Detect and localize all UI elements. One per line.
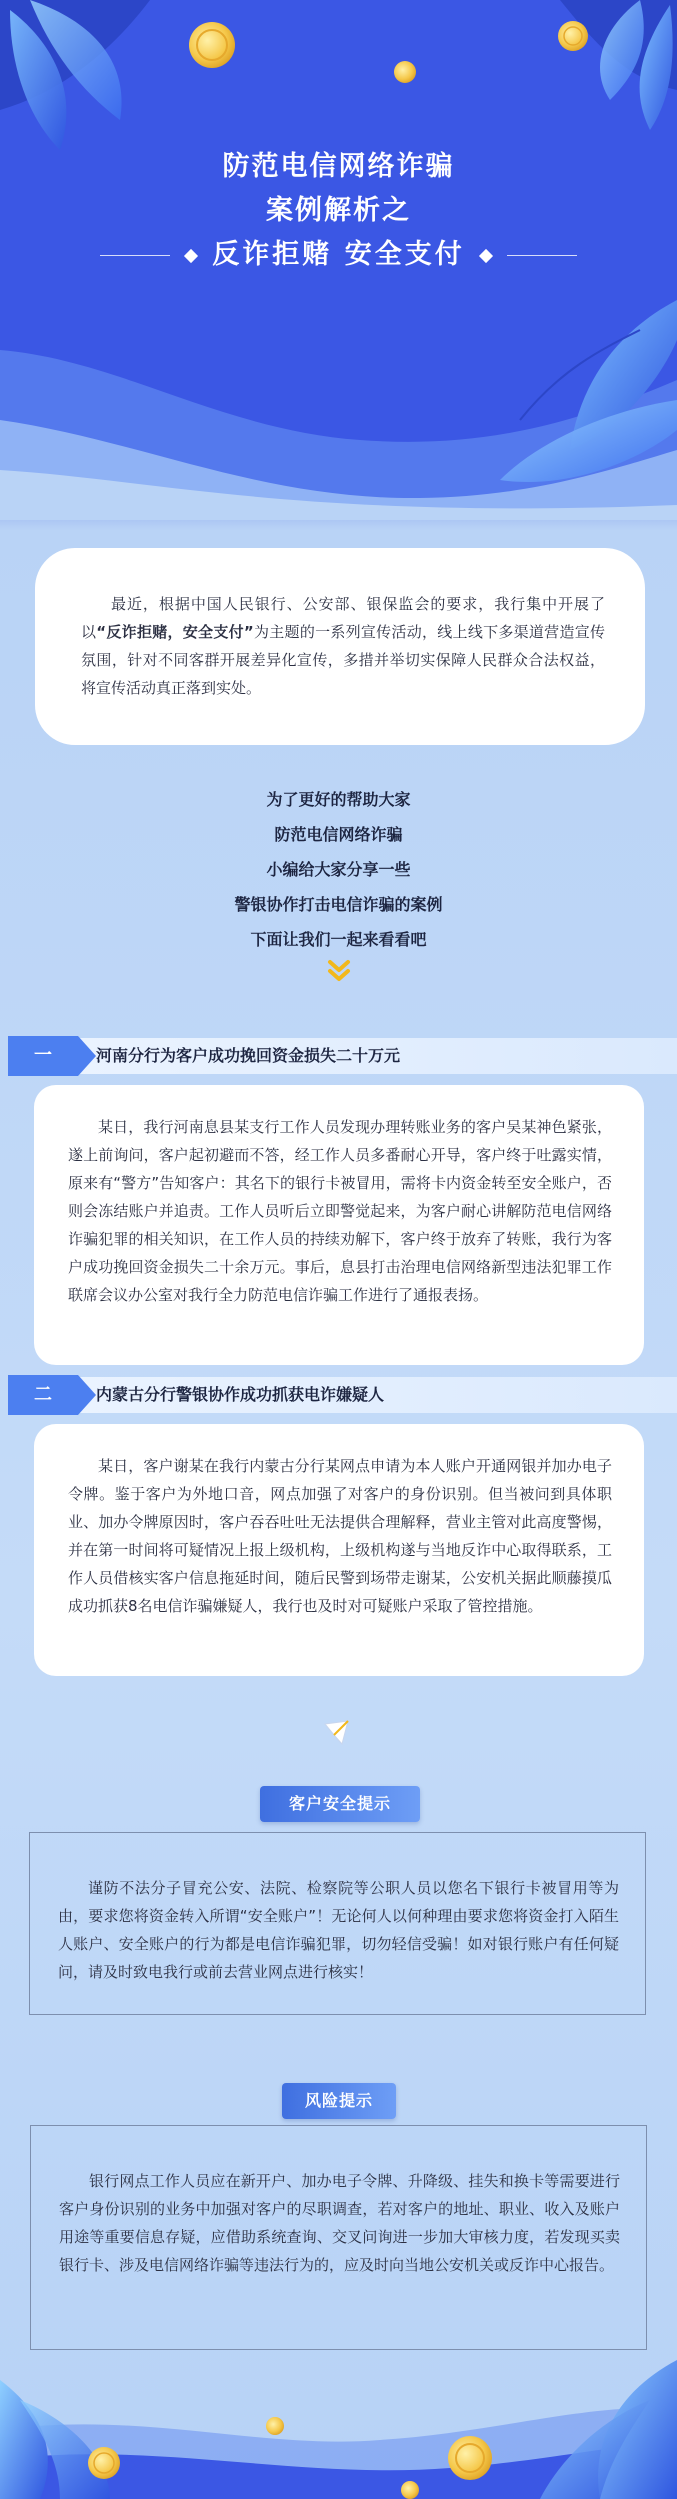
section-header-2 xyxy=(0,1375,677,1415)
risk-tip-label: 风险提示 xyxy=(282,2083,396,2119)
lead-line: 小编给大家分享一些 xyxy=(266,860,411,879)
gold-coin-icon xyxy=(189,22,235,68)
section-header-1 xyxy=(0,1036,677,1076)
lead-line: 为了更好的帮助大家 xyxy=(266,790,411,809)
intro-text: 最近，根据中国人民银行、公安部、银保监会的要求，我行集中开展了以“反诈拒赌，安全支付”为主题的一系列宣传活动，线上线下多渠道营造宣传氛围，针对不同客群开展差异化宣传，多措并举切实保障人民群众合法权益，将宣传活动真正落到实处。 xyxy=(81,595,605,697)
section-title: 内蒙古分行警银协作成功抓获电诈嫌疑人 xyxy=(96,1385,385,1404)
case-text: 某日，我行河南息县某支行工作人员发现办理转账业务的客户吴某神色紧张，遂上前询问，客户起初避而不答，经工作人员多番耐心开导，客户终于吐露实情，原来有“警方”告知客户：其名下的银行卡被冒用，需将卡内资金转至安全账户，否则会冻结账户并追责。工作人员听后立即警觉起来，为客户耐心讲解防范电信网络诈骗犯罪的相关知识，在工作人员的持续劝解下，客户终于放弃了转账，我行为客户成功挽回资金损失二十余万元。事后，息县打击治理电信网络新型违法犯罪工作联席会议办公室对我行全力防范电信诈骗工作进行了通报表扬。 xyxy=(68,1118,612,1304)
footer-decoration xyxy=(0,2340,677,2499)
hero-title-line2: 案例解析之 xyxy=(266,195,411,226)
lead-line: 警银协作打击电信诈骗的案例 xyxy=(234,895,443,914)
double-chevron-down-icon xyxy=(326,958,352,984)
divider xyxy=(507,255,577,256)
hero-subtitle xyxy=(0,232,677,271)
customer-safety-tip-label: 客户安全提示 xyxy=(260,1786,420,1822)
tip-text: 银行网点工作人员应在新开户、加办电子令牌、升降级、挂失和换卡等需要进行客户身份识别的业务中加强对客户的尽职调查，若对客户的地址、职业、收入及账户用途等重要信息存疑，应借助系统查询、交叉问询进一步加大审核力度，若发现买卖银行卡、涉及电信网络诈骗等违法行为的，应及时向当地公安机关或反诈中心报告。 xyxy=(59,2172,620,2274)
lead-lines xyxy=(0,782,677,957)
section-number: 二 xyxy=(8,1375,78,1415)
lead-line: 防范电信网络诈骗 xyxy=(274,825,403,844)
section-title: 河南分行为客户成功挽回资金损失二十万元 xyxy=(96,1046,401,1065)
risk-tip-box xyxy=(30,2125,647,2350)
tip-text: 谨防不法分子冒充公安、法院、检察院等公职人员以您名下银行卡被冒用等为由，要求您将资金转入所谓“安全账户”！无论何人以何种理由要求您将资金打入陌生人账户、安全账户的行为都是电信诈骗犯罪，切勿轻信受骗！如对银行账户有任何疑问，请及时致电我行或前去营业网点进行核实！ xyxy=(58,1879,619,1981)
hero-title xyxy=(0,145,677,233)
hero-subtitle-text: 反诈拒赌 安全支付 xyxy=(212,239,465,270)
case-card-1 xyxy=(34,1085,644,1365)
intro-card xyxy=(35,548,645,745)
case-text: 某日，客户谢某在我行内蒙古分行某网点申请为本人账户开通网银并加办电子令牌。鉴于客户为外地口音，网点加强了对客户的身份识别。但当被问到具体职业、加办令牌原因时，客户吞吞吐吐无法提供合理解释，营业主管对此高度警惕，并在第一时间将可疑情况上报上级机构，上级机构遂与当地反诈中心取得联系，工作人员借核实客户信息拖延时间，随后民警到场带走谢某，公安机关据此顺藤摸瓜成功抓获8名电信诈骗嫌疑人，我行也及时对可疑账户采取了管控措施。 xyxy=(68,1457,612,1615)
customer-safety-tip-box xyxy=(29,1832,646,2015)
paper-plane-icon xyxy=(322,1718,352,1748)
hero-title-line1: 防范电信网络诈骗 xyxy=(222,151,455,182)
section-number: 一 xyxy=(8,1036,78,1076)
hero-banner xyxy=(0,0,677,520)
divider xyxy=(100,255,170,256)
lead-line: 下面让我们一起来看看吧 xyxy=(250,930,427,949)
diamond-icon xyxy=(479,248,493,262)
case-card-2 xyxy=(34,1424,644,1676)
intro-highlight: “反诈拒赌，安全支付” xyxy=(96,623,254,641)
diamond-icon xyxy=(184,248,198,262)
